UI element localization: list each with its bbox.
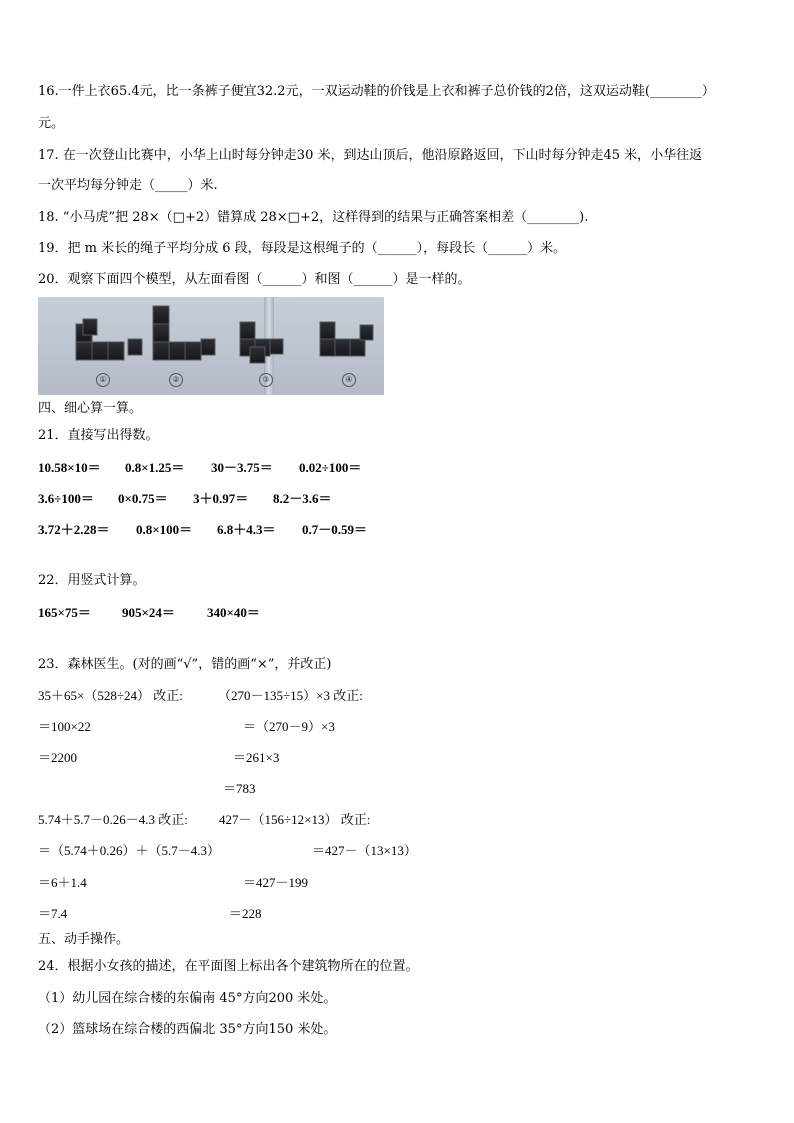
q23-a-step: ＝2200 bbox=[38, 750, 78, 765]
q21-item: 6.8＋4.3＝ bbox=[217, 522, 276, 537]
q23-a-head: 35＋65×（528÷24） 改正: bbox=[38, 688, 183, 703]
question-22-title: 22．用竖式计算。 bbox=[38, 573, 146, 588]
q23-d-step: ＝228 bbox=[229, 906, 262, 921]
question-21-title: 21．直接写出得数。 bbox=[38, 428, 159, 443]
q23-a-step: ＝100×22 bbox=[38, 719, 91, 734]
model-3 bbox=[240, 322, 283, 363]
q23-c-step: ＝（5.74＋0.26）＋（5.7－4.3） bbox=[38, 843, 221, 858]
q16-line-1: 16.一件上衣65.4元，比一条裤子便宜32.2元，一双运动鞋的价钱是上衣和裤子总价钱的2倍，这双运动鞋(________） bbox=[38, 84, 715, 99]
question-23-title: 23．森林医生。(对的画“√”，错的画“×”，并改正) bbox=[38, 657, 332, 672]
q21-item: 30－3.75＝ bbox=[211, 460, 273, 475]
model-1 bbox=[76, 319, 142, 360]
question-24-title: 24．根据小女孩的描述，在平面图上标出各个建筑物所在的位置。 bbox=[38, 959, 419, 974]
q22-item: 905×24＝ bbox=[122, 605, 175, 620]
question-19: 19．把 m 米长的绳子平均分成 6 段，每段是这根绳子的（______），每段长（______）米。 bbox=[38, 241, 567, 256]
q23-b-step: ＝261×3 bbox=[233, 750, 280, 765]
q21-item: 0.8×1.25＝ bbox=[125, 460, 185, 475]
model-4 bbox=[320, 322, 373, 356]
q21-item: 8.2－3.6＝ bbox=[273, 491, 332, 506]
figure-label-1: ① bbox=[96, 373, 110, 387]
q24-item-1: （1）幼儿园在综合楼的东偏南 45°方向200 米处。 bbox=[38, 991, 337, 1006]
q23-d-head: 427－（156÷12×13） 改正: bbox=[219, 812, 371, 827]
section-4-title: 四、细心算一算。 bbox=[38, 401, 143, 416]
q23-b-head: （270－135÷15）×3 改正: bbox=[218, 688, 363, 703]
model-2 bbox=[153, 306, 215, 360]
q16-line-2: 元。 bbox=[38, 116, 65, 131]
q21-item: 0.7－0.59＝ bbox=[302, 522, 368, 537]
figure-label-2: ② bbox=[169, 373, 183, 387]
cube-models-photo bbox=[38, 297, 384, 395]
q17-line-1: 17. 在一次登山比赛中，小华上山时每分钟走30 米，到达山顶后，他沿原路返回，下山时每分钟走45 米，小华往返 bbox=[38, 148, 703, 163]
q24-item-2: （2）篮球场在综合楼的西偏北 35°方向150 米处。 bbox=[38, 1022, 337, 1037]
q21-item: 3.72＋2.28＝ bbox=[38, 522, 110, 537]
q17-line-2: 一次平均每分钟走（_____）米. bbox=[38, 178, 218, 193]
figure-label-3: ③ bbox=[259, 373, 273, 387]
q22-item: 165×75＝ bbox=[38, 605, 91, 620]
q23-b-step: ＝783 bbox=[223, 781, 256, 796]
question-20: 20．观察下面四个模型，从左面看图（______）和图（______）是一样的。 bbox=[38, 272, 471, 287]
q21-item: 0×0.75＝ bbox=[118, 491, 168, 506]
q21-item: 3＋0.97＝ bbox=[193, 491, 249, 506]
section-5-title: 五、动手操作。 bbox=[38, 932, 130, 947]
question-18: 18. “小马虎”把 28×（□+2）错算成 28×□+2，这样得到的结果与正确答案相差（________). bbox=[38, 210, 589, 225]
q21-item: 3.6÷100＝ bbox=[38, 491, 94, 506]
q21-item: 0.02÷100＝ bbox=[299, 460, 362, 475]
q23-d-step: ＝427－199 bbox=[243, 875, 309, 890]
q23-c-head: 5.74＋5.7－0.26－4.3 改正: bbox=[38, 812, 188, 827]
cube-models-drawing bbox=[38, 297, 384, 395]
q22-item: 340×40＝ bbox=[207, 605, 260, 620]
q23-c-step: ＝7.4 bbox=[38, 906, 68, 921]
q23-c-step: ＝6＋1.4 bbox=[38, 875, 87, 890]
q23-b-step: ＝（270－9）×3 bbox=[243, 719, 335, 734]
q21-item: 0.8×100＝ bbox=[136, 522, 193, 537]
q21-item: 10.58×10＝ bbox=[38, 460, 101, 475]
figure-label-4: ④ bbox=[342, 373, 356, 387]
q23-d-step: ＝427－（13×13） bbox=[312, 843, 417, 858]
